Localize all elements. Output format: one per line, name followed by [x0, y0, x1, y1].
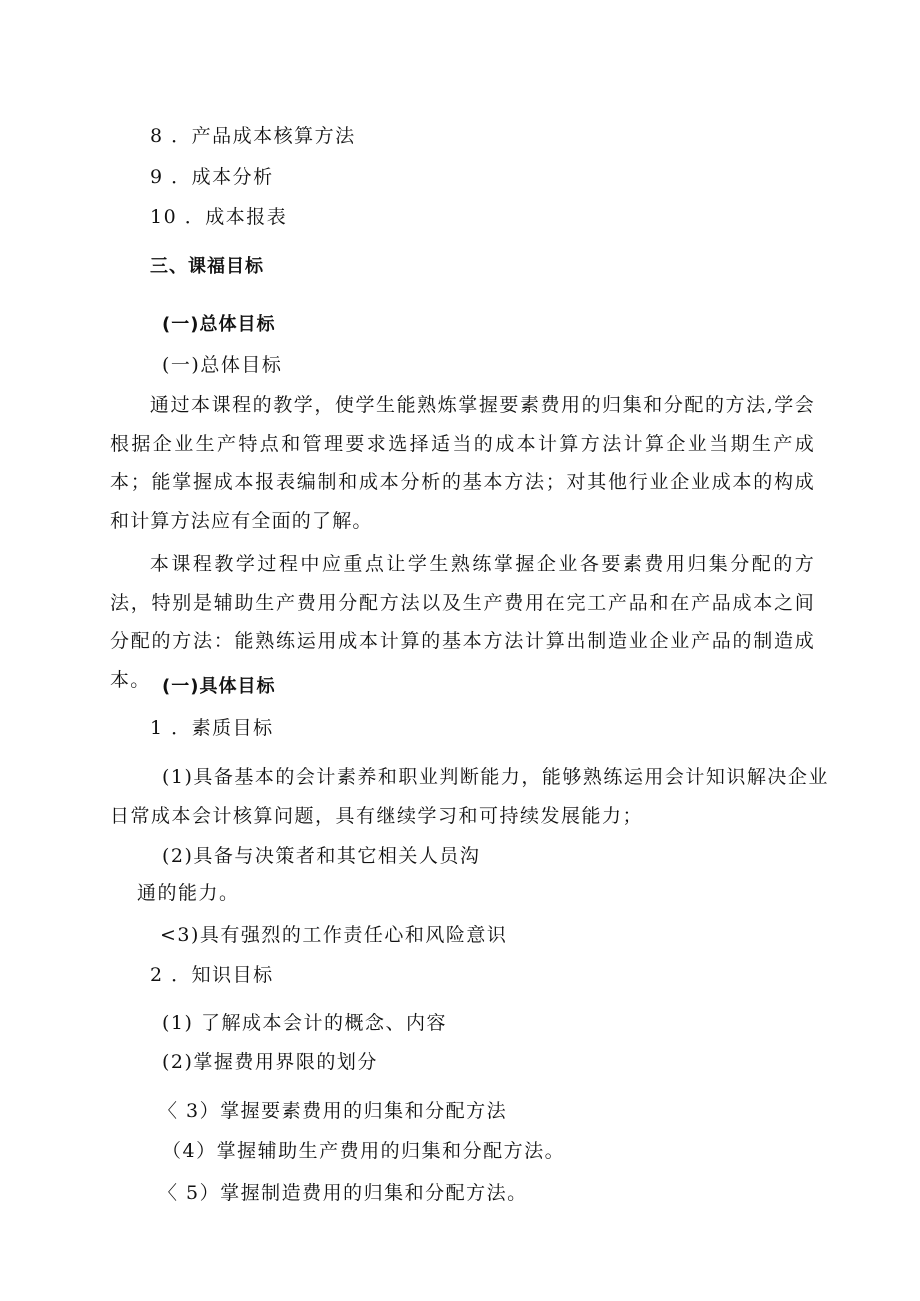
quality-item-2-line-1: (2)具备与决策者和其它相关人员沟	[162, 845, 481, 867]
list-item-8: 8 ．产品成本核算方法	[150, 125, 356, 147]
quality-item-1-line-2: 日常成本会计核算问题，具有继续学习和可持续发展能力；	[110, 805, 644, 827]
specific-goal-heading: (一)具体目标	[162, 676, 276, 697]
knowledge-item-3: 〈 3）掌握要素费用的归集和分配方法	[158, 1100, 508, 1122]
quality-item-3: <3)具有强烈的工作责任心和风险意识	[160, 924, 508, 946]
general-goal-paragraph-2: 本课程教学过程中应重点让学生熟练掌握企业各要素费用归集分配的方法，特别是辅助生产费用分配方法以及生产费用在完工产品和在产品成本之间分配的方法：能熟练运用成本计算的基本方法计算出制造业企业产品的制造成本。	[110, 553, 815, 692]
general-goal-paragraph-1: 通过本课程的教学，使学生能熟炼掌握要素费用的归集和分配的方法,学会根据企业生产特点和管理要求选择适当的成本计算方法计算企业当期生产成本；能掌握成本报表编制和成本分析的基本方法；对其他行业企业成本的构成和计算方法应有全面的了解。	[110, 394, 815, 533]
quality-item-2-line-2: 通的能力。	[137, 882, 240, 904]
list-item-9: 9 ．成本分析	[150, 166, 274, 188]
quality-item-1-line-1: (1)具备基本的会计素养和职业判断能力，能够熟练运用会计知识解决企业	[162, 766, 829, 788]
quality-goal-title: 1 ．素质目标	[150, 717, 274, 739]
general-goal-heading-bold: (一)总体目标	[162, 314, 276, 335]
knowledge-item-1: (1) 了解成本会计的概念、内容	[162, 1012, 447, 1034]
knowledge-item-2: (2)掌握费用界限的划分	[162, 1051, 378, 1073]
general-goal-heading: (一)总体目标	[162, 354, 283, 376]
knowledge-goal-title: 2 ．知识目标	[150, 964, 274, 986]
knowledge-item-5: 〈 5）掌握制造费用的归集和分配方法。	[158, 1182, 528, 1204]
list-item-10: 10 ．成本报表	[150, 206, 288, 228]
section-heading: 三、课福目标	[150, 256, 264, 277]
knowledge-item-4: （4）掌握辅助生产费用的归集和分配方法。	[162, 1140, 566, 1162]
